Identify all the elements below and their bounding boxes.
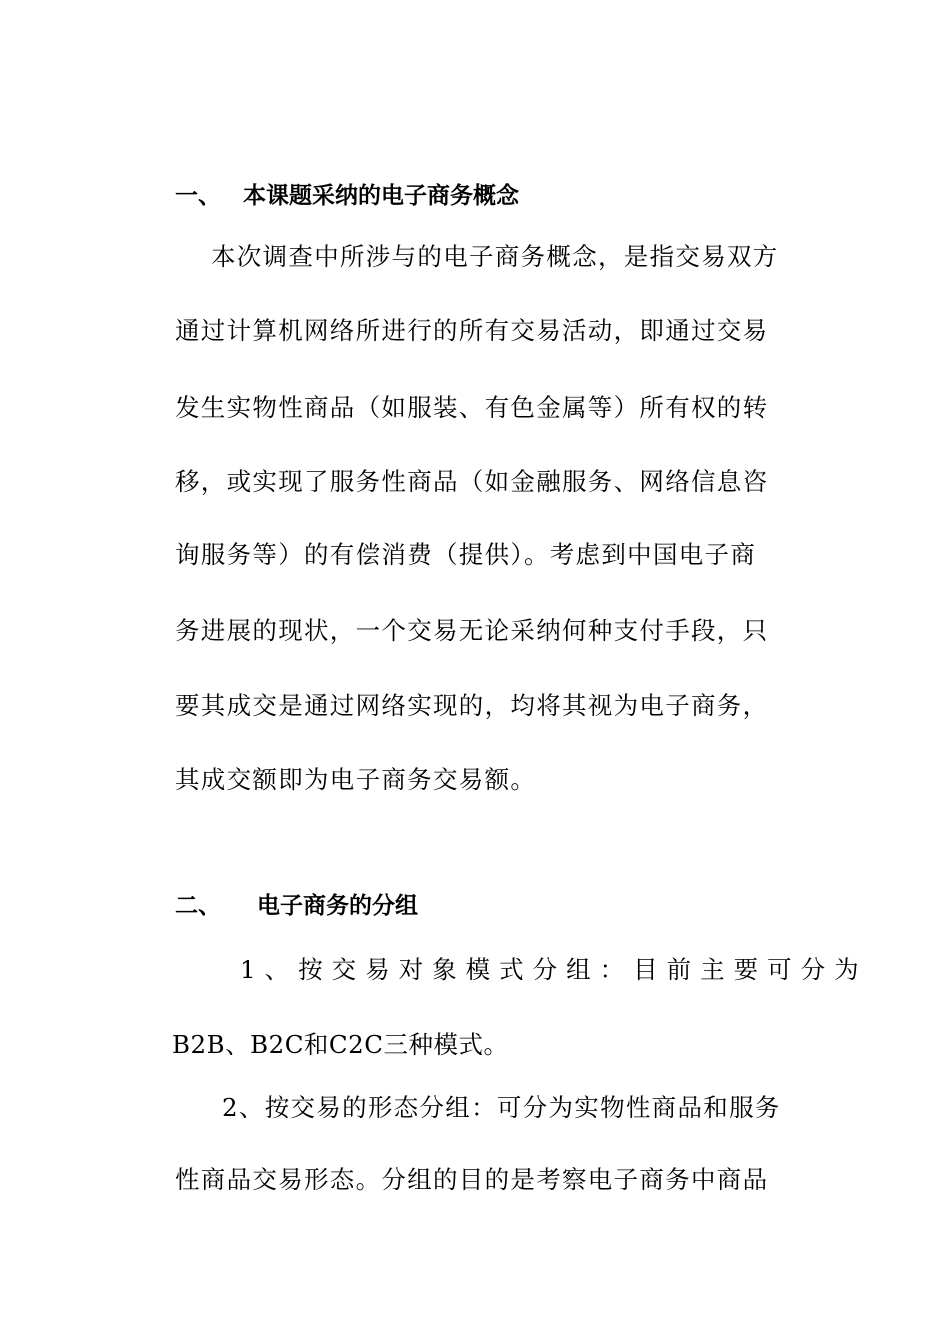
item-2-line: 性商品交易形态。分组的目的是考察电子商务中商品: [175, 1165, 769, 1194]
section-1-heading: [175, 181, 519, 211]
paragraph-line: 本次调查中所涉与的电子商务概念，是指交易双方: [211, 242, 779, 271]
paragraph-line: 务进展的现状，一个交易无论采纳何种支付手段，只: [175, 616, 769, 645]
item-2-line: 2、按交易的形态分组：可分为实物性商品和服务: [222, 1093, 781, 1122]
paragraph-line: 通过计算机网络所进行的所有交易活动，即通过交易: [175, 316, 769, 345]
paragraph-line: 询服务等）的有偿消费（提供）。考虑到中国电子商: [175, 540, 757, 569]
section-2-title: 电子商务的分组: [257, 893, 418, 919]
paragraph-line: 发生实物性商品（如服装、有色金属等）所有权的转: [175, 393, 769, 422]
paragraph-line: 移，或实现了服务性商品（如金融服务、网络信息咨: [175, 467, 769, 496]
section-1-number: 一、: [175, 183, 221, 209]
paragraph-line: 其成交额即为电子商务交易额。: [175, 765, 537, 794]
paragraph-line: 要其成交是通过网络实现的，均将其视为电子商务，: [175, 691, 769, 720]
section-2-number: 二、: [175, 893, 221, 919]
item-1-line: 1、按交易对象模式分组：目前主要可分为: [240, 955, 868, 984]
section-1-title: 本课题采纳的电子商务概念: [243, 183, 519, 209]
item-1-line: B2B、B2C和C2C三种模式。: [172, 1030, 509, 1059]
section-2-heading: [175, 891, 418, 921]
